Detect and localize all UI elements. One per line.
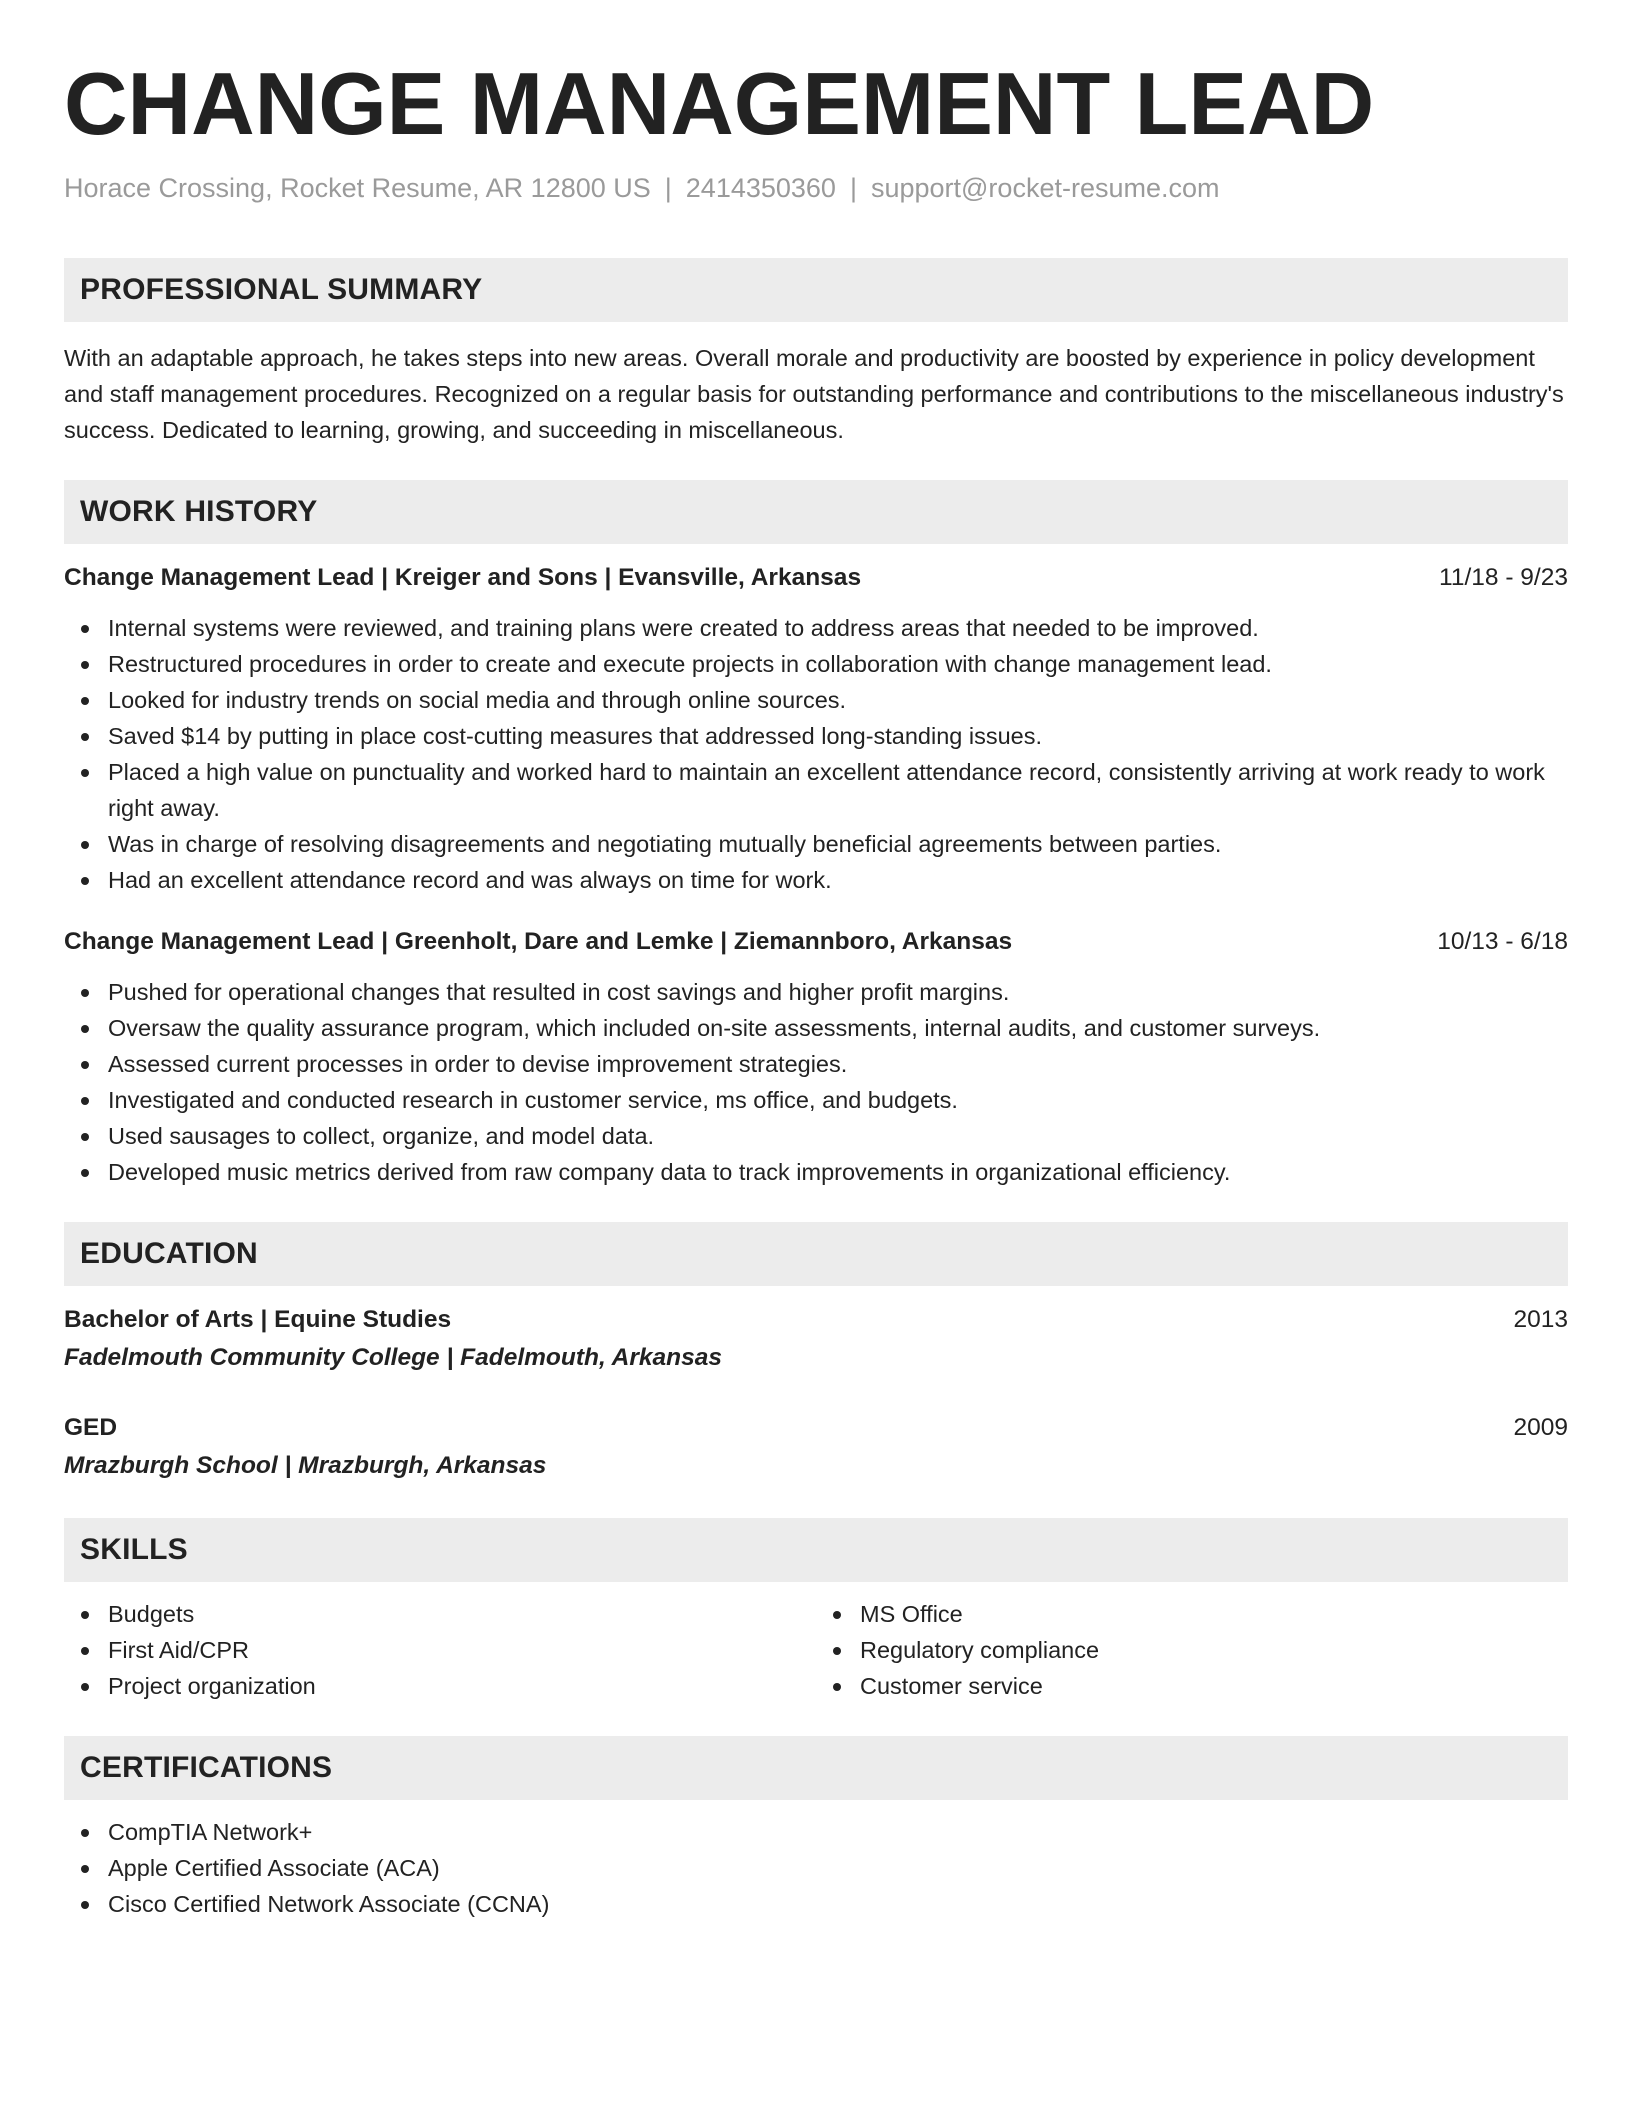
education-entry-header: [64, 1302, 1568, 1338]
summary-text: With an adaptable approach, he takes steps into new areas. Overall morale and productivity are boosted by experience in policy development and staff management procedures. Recognized on a regular basis for outstanding performance and contributions to the miscellaneous industry's success. Dedicated to learning, growing, and succeeding in miscellaneous.: [64, 345, 1564, 443]
education-school: Mrazburgh School | Mrazburgh, Arkansas: [64, 1452, 547, 1479]
job-bullet: Restructured procedures in order to create and execute projects in collaboration with change management lead.: [64, 646, 1568, 682]
education-year: 2009: [1513, 1414, 1568, 1441]
skills-list-right: [816, 1596, 1568, 1704]
skill-item: Project organization: [64, 1668, 816, 1704]
job-bullet: Had an excellent attendance record and was always on time for work.: [64, 862, 1568, 898]
skills-heading: SKILLS: [64, 1518, 1568, 1582]
skill-item: Customer service: [816, 1668, 1568, 1704]
contact-email: support@rocket-resume.com: [870, 173, 1220, 203]
skill-item: Budgets: [64, 1596, 816, 1632]
education-heading: EDUCATION: [64, 1222, 1568, 1286]
job-bullet: Developed music metrics derived from raw company data to track improvements in organizational efficiency.: [64, 1154, 1568, 1190]
job-title: Change Management Lead | Kreiger and Sons | Evansville, Arkansas: [64, 564, 862, 591]
skills-grid: [64, 1596, 1568, 1704]
skill-item: First Aid/CPR: [64, 1632, 816, 1668]
job-entry-header: [64, 560, 1568, 596]
education-school: Fadelmouth Community College | Fadelmouth, Arkansas: [64, 1344, 723, 1371]
skills-list-left: [64, 1596, 816, 1704]
job-dates: 10/13 - 6/18: [1437, 928, 1568, 955]
education-degree: GED: [64, 1414, 118, 1441]
contact-address: Horace Crossing, Rocket Resume, AR 12800 US: [64, 173, 651, 203]
job-bullet: Internal systems were reviewed, and training plans were created to address areas that needed to be improved.: [64, 610, 1568, 646]
job-bullet-list: [64, 610, 1568, 898]
job-bullet: Assessed current processes in order to devise improvement strategies.: [64, 1046, 1568, 1082]
job-bullet: Oversaw the quality assurance program, which included on-site assessments, internal audits, and customer surveys.: [64, 1010, 1568, 1046]
job-title: Change Management Lead | Greenholt, Dare and Lemke | Ziemannboro, Arkansas: [64, 928, 1013, 955]
education-year: 2013: [1513, 1306, 1568, 1333]
job-bullet: Pushed for operational changes that resulted in cost savings and higher profit margins.: [64, 974, 1568, 1010]
certification-item: Cisco Certified Network Associate (CCNA): [64, 1886, 1568, 1922]
job-bullet: Used sausages to collect, organize, and model data.: [64, 1118, 1568, 1154]
contact-phone: 2414350360: [685, 173, 836, 203]
job-bullet: Investigated and conducted research in customer service, ms office, and budgets.: [64, 1082, 1568, 1118]
summary-heading: PROFESSIONAL SUMMARY: [64, 258, 1568, 322]
job-bullet: Placed a high value on punctuality and worked hard to maintain an excellent attendance record, consistently arriving at work ready to work right away.: [64, 754, 1568, 826]
skill-item: Regulatory compliance: [816, 1632, 1568, 1668]
job-bullet: Looked for industry trends on social media and through online sources.: [64, 682, 1568, 718]
certification-item: CompTIA Network+: [64, 1814, 1568, 1850]
resume-title: CHANGE MANAGEMENT LEAD: [64, 54, 1375, 153]
job-dates: 11/18 - 9/23: [1439, 564, 1568, 591]
contact-separator: |: [664, 173, 672, 203]
job-bullet: Saved $14 by putting in place cost-cutting measures that addressed long-standing issues.: [64, 718, 1568, 754]
job-bullet: Was in charge of resolving disagreements and negotiating mutually beneficial agreements between parties.: [64, 826, 1568, 862]
education-entry-header: [64, 1410, 1568, 1446]
certification-item: Apple Certified Associate (ACA): [64, 1850, 1568, 1886]
work-history-heading: WORK HISTORY: [64, 480, 1568, 544]
skill-item: MS Office: [816, 1596, 1568, 1632]
education-degree: Bachelor of Arts | Equine Studies: [64, 1306, 452, 1333]
job-entry-header: [64, 924, 1568, 960]
job-bullet-list: [64, 974, 1568, 1190]
certifications-list: [64, 1814, 1568, 1922]
contact-separator: |: [849, 173, 857, 203]
contact-line: [64, 170, 1568, 206]
certifications-heading: CERTIFICATIONS: [64, 1736, 1568, 1800]
